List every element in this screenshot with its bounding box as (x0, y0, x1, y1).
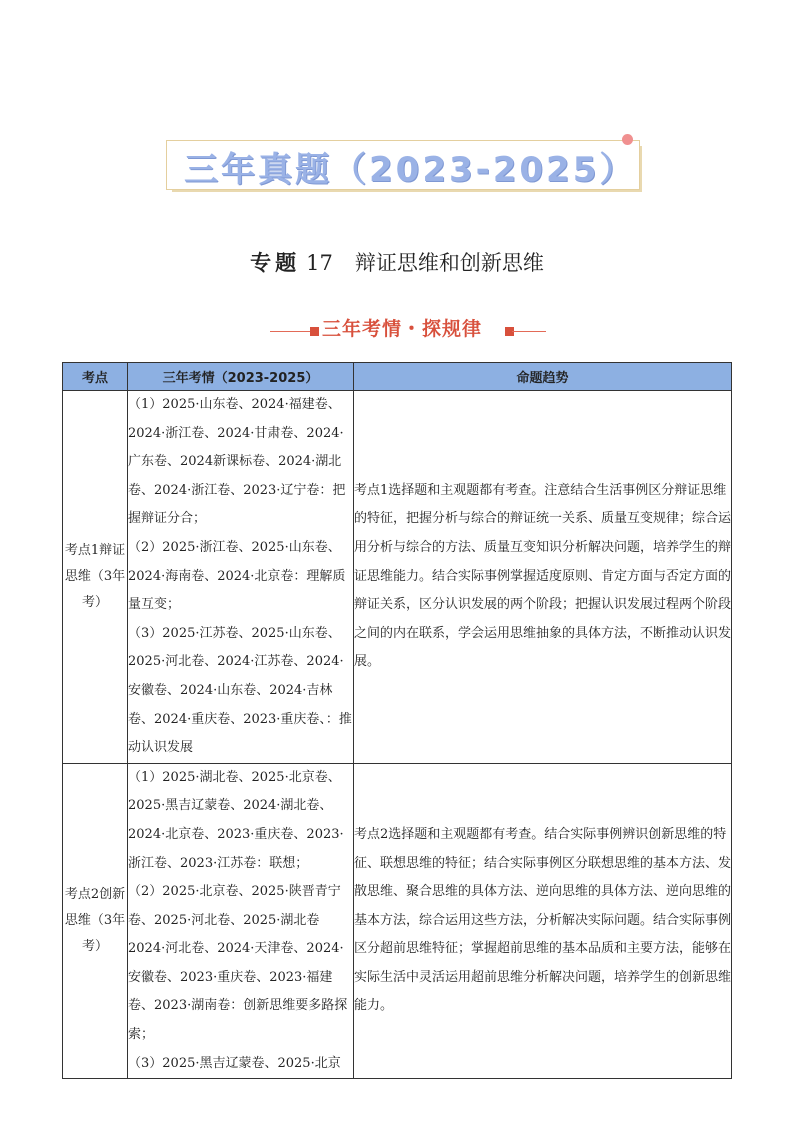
topic-heading (0, 247, 794, 277)
topic-prefix: 专题 (250, 250, 301, 275)
topic-name: 辩证思维和创新思维 (354, 251, 544, 275)
trend-cell: 考点1选择题和主观题都有考查。注意结合生活事例区分辩证思维的特征，把握分析与综合的辩证统一关系、质量互变规律；综合运用分析与综合的方法、质量互变知识分析解决问题，培养学生的辩证思维能力。结合实际事例掌握适度原则、肯定方面与否定方面的辩证关系，区分认识发展的两个阶段；把握认识发展过程两个阶段之间的内在联系，学会运用思维抽象的具体方法，不断推动认识发展。 (354, 391, 732, 764)
topic-number: 17 (306, 251, 333, 275)
section-square-left (310, 327, 319, 336)
table-row (63, 763, 732, 1079)
exam-cell (128, 763, 354, 1079)
exam-item: （1）2025·山东卷、2024·福建卷、2024·浙江卷、2024·甘肃卷、2024·广东卷、2024新课标卷、2024·湖北卷、2024·浙江卷、2023·辽宁卷：把握辩证分合； (128, 397, 346, 527)
exam-item: （1）2025·湖北卷、2025·北京卷、2025·黑吉辽蒙卷、2024·湖北卷、2024·北京卷、2023·重庆卷、2023·浙江卷、2023·江苏卷：联想； (128, 769, 344, 871)
exam-cell (128, 391, 354, 764)
table-row (63, 391, 732, 764)
section-line-right (512, 331, 546, 332)
table-header-row (63, 363, 732, 391)
banner-dot-decoration (622, 134, 633, 145)
header-kp: 考点 (63, 363, 128, 391)
section-label (0, 314, 794, 340)
exam-analysis-table (62, 362, 732, 1079)
header-trend: 命题趋势 (354, 363, 732, 391)
kp-cell: 考点2创新思维（3年考） (63, 763, 128, 1079)
exam-item: （2）2025·浙江卷、2025·山东卷、2024·海南卷、2024·北京卷：理解质量互变； (128, 539, 346, 613)
exam-item: （2）2025·北京卷、2025·陕晋青宁卷、2025·河北卷、2025·湖北卷2024·河北卷、2024·天津卷、2024·安徽卷、2023·重庆卷、2023·福建卷、2023·湖南卷：创新思维要多路探索； (128, 884, 348, 1043)
section-title: 三年考情・探规律 (322, 318, 483, 340)
banner-title: 三年真题（2023-2025） (184, 150, 637, 190)
trend-cell: 考点2选择题和主观题都有考查。结合实际事例辨识创新思维的特征、联想思维的特征；结合实际事例区分联想思维的基本方法、发散思维、聚合思维的具体方法、逆向思维的具体方法、逆向思维的基本方法，综合运用这些方法，分析解决实际问题。结合实际事例区分超前思维特征；掌握超前思维的基本品质和主要方法，能够在实际生活中灵活运用超前思维分析解决问题，培养学生的创新思维能力。 (354, 763, 732, 1079)
exam-item: （3）2025·江苏卷、2025·山东卷、2025·河北卷、2024·江苏卷、2024·安徽卷、2024·山东卷、2024·吉林卷、2024·重庆卷、2023·重庆卷、：推动认识发展 (128, 625, 352, 756)
header-exam: 三年考情（2023-2025） (128, 363, 354, 391)
kp-cell: 考点1辩证思维（3年考） (63, 391, 128, 764)
title-banner (166, 140, 640, 190)
section-line-left (270, 331, 314, 332)
exam-item: （3）2025·黑吉辽蒙卷、2025·北京 (128, 1055, 341, 1071)
